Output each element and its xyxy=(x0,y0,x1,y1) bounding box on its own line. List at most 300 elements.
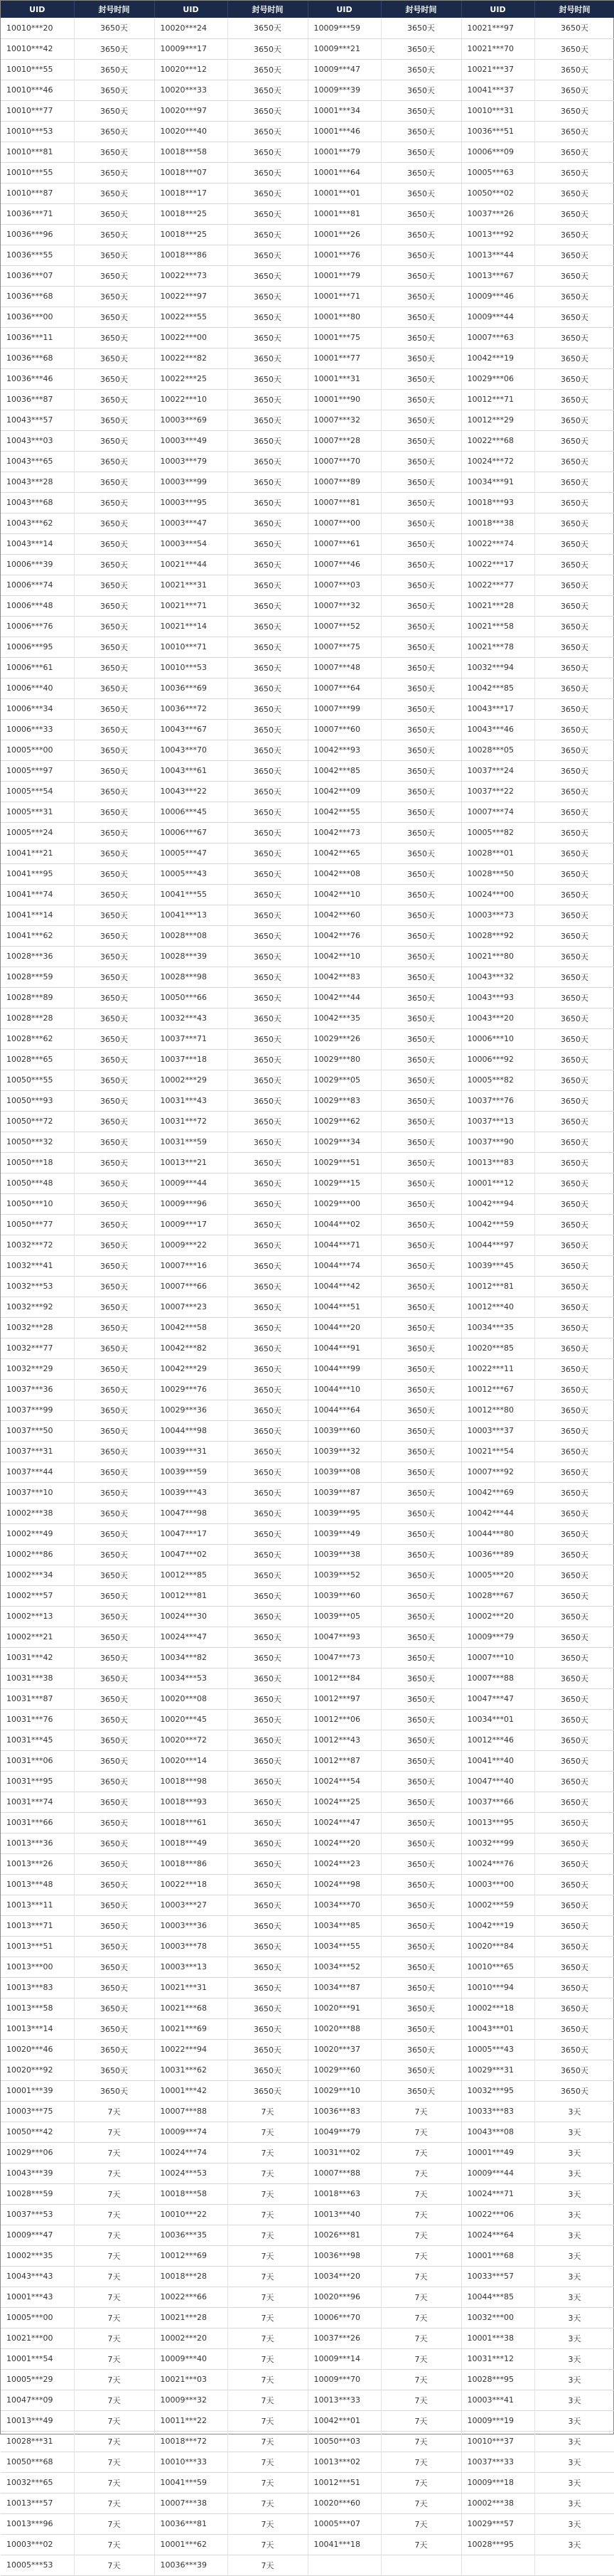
uid-cell: 10022***10 xyxy=(154,389,227,410)
ban-duration-cell: 3650天 xyxy=(227,1214,308,1235)
ban-duration-cell: 3650天 xyxy=(534,38,614,59)
uid-cell: 10036***07 xyxy=(1,265,74,286)
header-uid-2: UID xyxy=(154,1,227,18)
ban-duration-cell: 3650天 xyxy=(381,100,461,121)
ban-duration-cell: 3天 xyxy=(534,2390,614,2410)
uid-cell: 10039***59 xyxy=(154,1462,227,1482)
ban-duration-cell: 7天 xyxy=(74,2348,154,2369)
uid-cell: 10032***28 xyxy=(1,1317,74,1338)
ban-duration-cell: 3650天 xyxy=(534,1132,614,1152)
uid-cell: 10022***55 xyxy=(154,307,227,327)
ban-duration-cell: 3650天 xyxy=(534,2039,614,2060)
uid-cell: 10028***31 xyxy=(1,2431,74,2452)
ban-duration-cell: 7天 xyxy=(74,2245,154,2266)
ban-duration-cell: 3650天 xyxy=(381,822,461,843)
ban-duration-cell: 3650天 xyxy=(74,740,154,760)
ban-duration-cell: 3天 xyxy=(534,2534,614,2555)
ban-duration-cell: 3650天 xyxy=(227,554,308,575)
uid-cell: 10041***13 xyxy=(154,905,227,925)
ban-duration-cell: 3650天 xyxy=(227,451,308,472)
ban-duration-cell: 7天 xyxy=(381,2122,461,2142)
ban-duration-cell: 3650天 xyxy=(381,1358,461,1379)
uid-cell: 10036***68 xyxy=(1,286,74,307)
uid-cell: 10044***51 xyxy=(308,1297,381,1317)
table-row xyxy=(1,1957,614,1977)
uid-cell: 10050***55 xyxy=(1,1070,74,1090)
uid-cell: 10001***90 xyxy=(308,389,381,410)
uid-cell: 10022***94 xyxy=(154,2039,227,2060)
uid-cell: 10012***71 xyxy=(461,389,534,410)
uid-cell: 10042***55 xyxy=(308,802,381,822)
uid-cell: 10009***18 xyxy=(461,2472,534,2493)
uid-cell: 10034***01 xyxy=(461,1709,534,1730)
table-row xyxy=(1,843,614,863)
uid-cell: 10021***54 xyxy=(461,1441,534,1462)
table-row xyxy=(1,1688,614,1709)
ban-duration-cell: 3650天 xyxy=(534,905,614,925)
ban-duration-cell: 7天 xyxy=(74,2122,154,2142)
table-header xyxy=(1,1,614,18)
uid-cell: 10021***58 xyxy=(461,616,534,637)
ban-duration-cell: 3650天 xyxy=(381,1792,461,1812)
uid-cell: 10018***86 xyxy=(154,245,227,265)
table-row xyxy=(1,121,614,142)
header-uid-1: UID xyxy=(1,1,74,18)
uid-cell: 10031***87 xyxy=(1,1688,74,1709)
uid-cell: 10003***41 xyxy=(461,2390,534,2410)
ban-duration-cell: 3650天 xyxy=(381,1874,461,1895)
table-row xyxy=(1,1193,614,1214)
uid-cell: 10009***47 xyxy=(1,2225,74,2245)
uid-cell: 10018***93 xyxy=(154,1792,227,1812)
uid-cell: 10001***38 xyxy=(461,2328,534,2348)
ban-duration-cell: 3天 xyxy=(534,2245,614,2266)
ban-duration-cell: 7天 xyxy=(381,2266,461,2287)
uid-cell: 10020***97 xyxy=(154,100,227,121)
ban-duration-cell: 3650天 xyxy=(227,162,308,183)
ban-duration-cell: 3650天 xyxy=(227,1358,308,1379)
uid-cell: 10042***85 xyxy=(461,678,534,698)
ban-duration-cell: 3650天 xyxy=(534,1688,614,1709)
ban-duration-cell: 3650天 xyxy=(74,1730,154,1750)
uid-cell: 10009***59 xyxy=(308,18,381,38)
table-row xyxy=(1,2101,614,2122)
ban-duration-cell: 3650天 xyxy=(534,1936,614,1957)
ban-duration-cell: 3650天 xyxy=(74,822,154,843)
table-row xyxy=(1,18,614,38)
ban-duration-cell: 3650天 xyxy=(227,1152,308,1173)
ban-duration-cell: 3650天 xyxy=(534,1462,614,1482)
ban-duration-cell: 3650天 xyxy=(74,142,154,162)
ban-duration-cell: 3650天 xyxy=(381,698,461,719)
uid-cell: 10029***51 xyxy=(308,1152,381,1173)
ban-duration-cell: 3650天 xyxy=(534,1750,614,1771)
ban-duration-cell: 3650天 xyxy=(227,1792,308,1812)
uid-cell: 10002***34 xyxy=(1,1565,74,1585)
uid-cell: 10007***28 xyxy=(308,430,381,451)
ban-duration-cell: 3650天 xyxy=(227,1585,308,1606)
ban-duration-cell: 3650天 xyxy=(534,1874,614,1895)
uid-cell: 10029***26 xyxy=(308,1028,381,1049)
ban-duration-cell: 3650天 xyxy=(534,224,614,245)
uid-cell: 10001***80 xyxy=(308,307,381,327)
ban-duration-cell: 3650天 xyxy=(74,1441,154,1462)
table-row xyxy=(1,1709,614,1730)
uid-cell: 10001***71 xyxy=(308,286,381,307)
table-row xyxy=(1,1152,614,1173)
uid-cell: 10034***35 xyxy=(461,1317,534,1338)
uid-cell: 10018***61 xyxy=(154,1812,227,1833)
ban-duration-cell: 3650天 xyxy=(227,863,308,884)
ban-duration-cell: 3650天 xyxy=(227,1090,308,1111)
uid-cell: 10007***89 xyxy=(308,472,381,492)
uid-cell: 10044***71 xyxy=(308,1235,381,1255)
ban-duration-cell: 7天 xyxy=(74,2555,154,2575)
uid-cell: 10020***92 xyxy=(1,2060,74,2080)
ban-duration-cell: 3650天 xyxy=(534,451,614,472)
ban-duration-cell: 3650天 xyxy=(381,1111,461,1132)
ban-duration-cell: 3650天 xyxy=(534,203,614,224)
uid-cell: 10037***76 xyxy=(461,1090,534,1111)
uid-cell: 10024***71 xyxy=(461,2183,534,2204)
table-row xyxy=(1,2493,614,2513)
uid-cell: 10018***86 xyxy=(154,1853,227,1874)
ban-duration-cell: 3650天 xyxy=(227,946,308,967)
ban-duration-cell: 7天 xyxy=(381,2163,461,2183)
ban-duration-cell: 3650天 xyxy=(381,1255,461,1276)
ban-duration-cell: 3650天 xyxy=(534,1915,614,1936)
ban-duration-cell: 3650天 xyxy=(534,183,614,203)
ban-duration-cell: 3650天 xyxy=(534,265,614,286)
uid-cell: 10020***84 xyxy=(461,1936,534,1957)
uid-cell: 10002***20 xyxy=(154,2328,227,2348)
uid-cell: 10018***58 xyxy=(154,142,227,162)
uid-cell: 10029***00 xyxy=(308,1193,381,1214)
ban-duration-cell: 3650天 xyxy=(227,1400,308,1420)
uid-cell: 10001***26 xyxy=(308,224,381,245)
table-row xyxy=(1,2555,614,2575)
uid-cell: 10031***38 xyxy=(1,1668,74,1688)
ban-duration-cell: 3天 xyxy=(534,2493,614,2513)
table-row xyxy=(1,1462,614,1482)
uid-cell: 10028***01 xyxy=(461,843,534,863)
ban-duration-cell: 3650天 xyxy=(381,1338,461,1358)
uid-cell: 10006***09 xyxy=(461,142,534,162)
header-ban-duration-1: 封号时间 xyxy=(74,1,154,18)
table-row xyxy=(1,822,614,843)
uid-cell: 10009***39 xyxy=(308,80,381,100)
ban-duration-cell: 3650天 xyxy=(534,1008,614,1028)
table-row xyxy=(1,307,614,327)
uid-cell: 10039***43 xyxy=(154,1482,227,1503)
uid-cell: 10039***05 xyxy=(308,1606,381,1627)
uid-cell: 10010***22 xyxy=(154,2204,227,2225)
uid-cell: 10007***99 xyxy=(308,698,381,719)
ban-duration-cell: 3650天 xyxy=(381,616,461,637)
uid-cell: 10022***66 xyxy=(154,2287,227,2307)
uid-cell: 10050***42 xyxy=(1,2122,74,2142)
ban-duration-cell: 3650天 xyxy=(74,719,154,740)
uid-cell: 10010***31 xyxy=(461,100,534,121)
uid-cell: 10018***98 xyxy=(154,1771,227,1792)
uid-cell: 10009***74 xyxy=(154,2122,227,2142)
ban-duration-cell: 3650天 xyxy=(74,1235,154,1255)
uid-cell: 10043***46 xyxy=(461,719,534,740)
table-row xyxy=(1,2039,614,2060)
uid-cell: 10024***47 xyxy=(154,1627,227,1647)
table-row xyxy=(1,1565,614,1585)
uid-cell: 10003***73 xyxy=(461,905,534,925)
ban-duration-cell: 3650天 xyxy=(381,595,461,616)
ban-duration-cell: 3天 xyxy=(534,2328,614,2348)
uid-cell: 10018***17 xyxy=(154,183,227,203)
ban-duration-cell: 3650天 xyxy=(74,1379,154,1400)
ban-duration-cell: 7天 xyxy=(381,2534,461,2555)
uid-cell: 10006***48 xyxy=(1,595,74,616)
uid-cell: 10009***19 xyxy=(461,2410,534,2431)
ban-duration-cell: 3650天 xyxy=(74,1668,154,1688)
uid-cell: 10044***85 xyxy=(461,2287,534,2307)
uid-cell: 10043***62 xyxy=(1,513,74,533)
uid-cell: 10037***44 xyxy=(1,1462,74,1482)
uid-cell: 10036***68 xyxy=(1,348,74,368)
table-row xyxy=(1,2122,614,2142)
uid-cell: 10043***39 xyxy=(1,2163,74,2183)
uid-cell: 10009***70 xyxy=(308,2369,381,2390)
uid-cell: 10042***76 xyxy=(308,925,381,946)
ban-duration-cell: 3650天 xyxy=(227,575,308,595)
uid-cell: 10013***95 xyxy=(461,1812,534,1833)
ban-duration-cell: 3650天 xyxy=(534,1049,614,1070)
uid-cell: 10006***10 xyxy=(461,1028,534,1049)
ban-duration-cell: 3650天 xyxy=(74,1544,154,1565)
ban-duration-cell: 3650天 xyxy=(534,822,614,843)
table-row xyxy=(1,657,614,678)
uid-cell: 10039***60 xyxy=(308,1585,381,1606)
uid-cell: 10037***10 xyxy=(1,1482,74,1503)
ban-duration-cell: 3650天 xyxy=(534,80,614,100)
uid-cell: 10042***85 xyxy=(308,760,381,781)
uid-cell: 10005***53 xyxy=(1,2555,74,2575)
ban-duration-cell: 3650天 xyxy=(534,698,614,719)
uid-cell: 10042***10 xyxy=(308,884,381,905)
ban-duration-cell: 3650天 xyxy=(74,327,154,348)
uid-cell: 10024***72 xyxy=(461,451,534,472)
ban-duration-cell: 3650天 xyxy=(534,1111,614,1132)
uid-cell: 10029***31 xyxy=(461,2060,534,2080)
ban-duration-cell: 3650天 xyxy=(381,678,461,698)
ban-duration-cell: 3650天 xyxy=(227,657,308,678)
ban-duration-cell: 3650天 xyxy=(381,719,461,740)
ban-duration-cell: 3650天 xyxy=(74,2018,154,2039)
uid-cell: 10031***72 xyxy=(154,1111,227,1132)
ban-duration-cell: 3650天 xyxy=(227,533,308,554)
uid-cell: 10001***81 xyxy=(308,203,381,224)
uid-cell: 10024***20 xyxy=(308,1833,381,1853)
uid-cell: 10050***10 xyxy=(1,1193,74,1214)
table-row xyxy=(1,472,614,492)
uid-cell: 10028***50 xyxy=(461,863,534,884)
ban-duration-cell: 7天 xyxy=(227,2266,308,2287)
ban-duration-cell: 3650天 xyxy=(381,884,461,905)
table-row xyxy=(1,1998,614,2018)
uid-cell: 10028***98 xyxy=(154,967,227,987)
uid-cell: 10009***22 xyxy=(154,1235,227,1255)
uid-cell: 10043***32 xyxy=(461,967,534,987)
table-row xyxy=(1,1833,614,1853)
ban-duration-cell: 3650天 xyxy=(534,1255,614,1276)
uid-cell: 10021***78 xyxy=(461,637,534,657)
ban-duration-cell: 3650天 xyxy=(74,781,154,802)
table-row xyxy=(1,1008,614,1028)
ban-duration-cell: 3650天 xyxy=(74,1028,154,1049)
header-uid-4: UID xyxy=(461,1,534,18)
uid-cell: 10041***21 xyxy=(1,843,74,863)
uid-cell: 10024***98 xyxy=(308,1874,381,1895)
uid-cell: 10024***30 xyxy=(154,1606,227,1627)
ban-duration-cell: 3650天 xyxy=(227,1503,308,1523)
uid-cell: 10006***76 xyxy=(1,616,74,637)
uid-cell: 10012***67 xyxy=(461,1379,534,1400)
header-row xyxy=(1,1,614,18)
table-row xyxy=(1,1441,614,1462)
uid-cell: 10002***59 xyxy=(461,1895,534,1915)
ban-duration-cell: 7天 xyxy=(227,2163,308,2183)
uid-cell: 10009***79 xyxy=(461,1627,534,1647)
uid-cell: 10012***84 xyxy=(308,1668,381,1688)
uid-cell: 10010***33 xyxy=(154,2452,227,2472)
ban-duration-cell: 3650天 xyxy=(227,100,308,121)
ban-duration-cell: 3650天 xyxy=(227,1193,308,1214)
ban-duration-cell: 3650天 xyxy=(534,533,614,554)
uid-cell: 10009***44 xyxy=(461,2163,534,2183)
table-row xyxy=(1,2080,614,2101)
table-row xyxy=(1,760,614,781)
table-row xyxy=(1,1090,614,1111)
table-row xyxy=(1,80,614,100)
ban-duration-cell: 3650天 xyxy=(534,59,614,80)
uid-cell: 10003***02 xyxy=(1,2534,74,2555)
uid-cell: 10034***70 xyxy=(308,1895,381,1915)
uid-cell: 10037***36 xyxy=(1,1379,74,1400)
ban-duration-cell: 3650天 xyxy=(74,1111,154,1132)
table-row xyxy=(1,1276,614,1297)
ban-duration-cell: 3650天 xyxy=(534,1090,614,1111)
uid-cell: 10039***87 xyxy=(308,1482,381,1503)
ban-duration-cell: 3650天 xyxy=(534,1833,614,1853)
uid-cell: 10050***93 xyxy=(1,1090,74,1111)
uid-cell: 10003***78 xyxy=(154,1936,227,1957)
ban-duration-cell: 3650天 xyxy=(227,203,308,224)
ban-duration-cell: 3650天 xyxy=(534,802,614,822)
uid-cell: 10029***76 xyxy=(154,1379,227,1400)
uid-cell: 10044***99 xyxy=(308,1358,381,1379)
uid-cell: 10044***98 xyxy=(154,1420,227,1441)
table-row xyxy=(1,2142,614,2163)
uid-cell: 10042***29 xyxy=(154,1358,227,1379)
ban-duration-cell: 3650天 xyxy=(534,1276,614,1297)
uid-cell: 10042***19 xyxy=(461,1915,534,1936)
table-row xyxy=(1,637,614,657)
uid-cell: 10022***74 xyxy=(461,533,534,554)
uid-cell: 10009***46 xyxy=(461,286,534,307)
ban-duration-cell: 7天 xyxy=(381,2183,461,2204)
ban-duration-cell: 3650天 xyxy=(74,1771,154,1792)
uid-cell: 10020***40 xyxy=(154,121,227,142)
ban-duration-cell: 3650天 xyxy=(381,1008,461,1028)
uid-cell: 10013***96 xyxy=(1,2513,74,2534)
table-row xyxy=(1,740,614,760)
uid-cell: 10032***65 xyxy=(1,2472,74,2493)
ban-duration-cell: 3650天 xyxy=(74,1090,154,1111)
table-row xyxy=(1,410,614,430)
uid-cell: 10041***37 xyxy=(461,80,534,100)
ban-duration-cell: 3650天 xyxy=(227,884,308,905)
ban-duration-cell: 3650天 xyxy=(534,987,614,1008)
table-row xyxy=(1,1503,614,1523)
ban-duration-cell: 3650天 xyxy=(534,1420,614,1441)
uid-cell: 10034***82 xyxy=(154,1647,227,1668)
uid-cell: 10003***36 xyxy=(154,1915,227,1936)
table-row xyxy=(1,2348,614,2369)
ban-duration-cell: 7天 xyxy=(74,2452,154,2472)
ban-duration-cell: 3650天 xyxy=(381,1957,461,1977)
ban-duration-cell: 3650天 xyxy=(227,1544,308,1565)
ban-duration-cell: 7天 xyxy=(381,2307,461,2328)
table-row xyxy=(1,2204,614,2225)
uid-cell: 10028***08 xyxy=(154,925,227,946)
uid-cell: 10044***02 xyxy=(308,1214,381,1235)
uid-cell: 10043***61 xyxy=(154,760,227,781)
uid-cell: 10024***76 xyxy=(461,1853,534,1874)
uid-cell: 10031***42 xyxy=(1,1647,74,1668)
uid-cell: 10007***10 xyxy=(461,1647,534,1668)
uid-cell: 10029***36 xyxy=(154,1400,227,1420)
ban-duration-cell: 3650天 xyxy=(74,100,154,121)
ban-duration-cell: 3650天 xyxy=(74,2060,154,2080)
uid-cell: 10039***60 xyxy=(308,1420,381,1441)
uid-cell: 10007***52 xyxy=(308,616,381,637)
uid-cell: 10042***09 xyxy=(308,781,381,802)
ban-duration-cell: 3650天 xyxy=(381,554,461,575)
uid-cell: 10042***73 xyxy=(308,822,381,843)
ban-duration-cell: 3650天 xyxy=(74,1709,154,1730)
uid-cell: 10021***28 xyxy=(461,595,534,616)
uid-cell: 10033***83 xyxy=(461,2101,534,2122)
table-row xyxy=(1,2018,614,2039)
uid-cell: 10041***55 xyxy=(154,884,227,905)
uid-cell: 10006***33 xyxy=(1,719,74,740)
uid-cell: 10013***48 xyxy=(1,1874,74,1895)
ban-duration-cell: 7天 xyxy=(227,2183,308,2204)
uid-cell: 10020***88 xyxy=(308,2018,381,2039)
uid-cell: 10041***59 xyxy=(154,2472,227,2493)
ban-duration-cell: 3650天 xyxy=(227,142,308,162)
table-row xyxy=(1,451,614,472)
ban-duration-cell: 3650天 xyxy=(534,1173,614,1193)
uid-cell: 10022***11 xyxy=(461,1358,534,1379)
uid-cell: 10042***59 xyxy=(461,1214,534,1235)
ban-duration-cell: 3650天 xyxy=(74,183,154,203)
table-row xyxy=(1,905,614,925)
uid-cell: 10022***00 xyxy=(154,327,227,348)
uid-cell: 10007***00 xyxy=(308,513,381,533)
uid-cell: 10047***47 xyxy=(461,1688,534,1709)
ban-duration-cell: 3650天 xyxy=(227,678,308,698)
table-row xyxy=(1,59,614,80)
ban-duration-cell: 3650天 xyxy=(227,1709,308,1730)
table-row xyxy=(1,1173,614,1193)
